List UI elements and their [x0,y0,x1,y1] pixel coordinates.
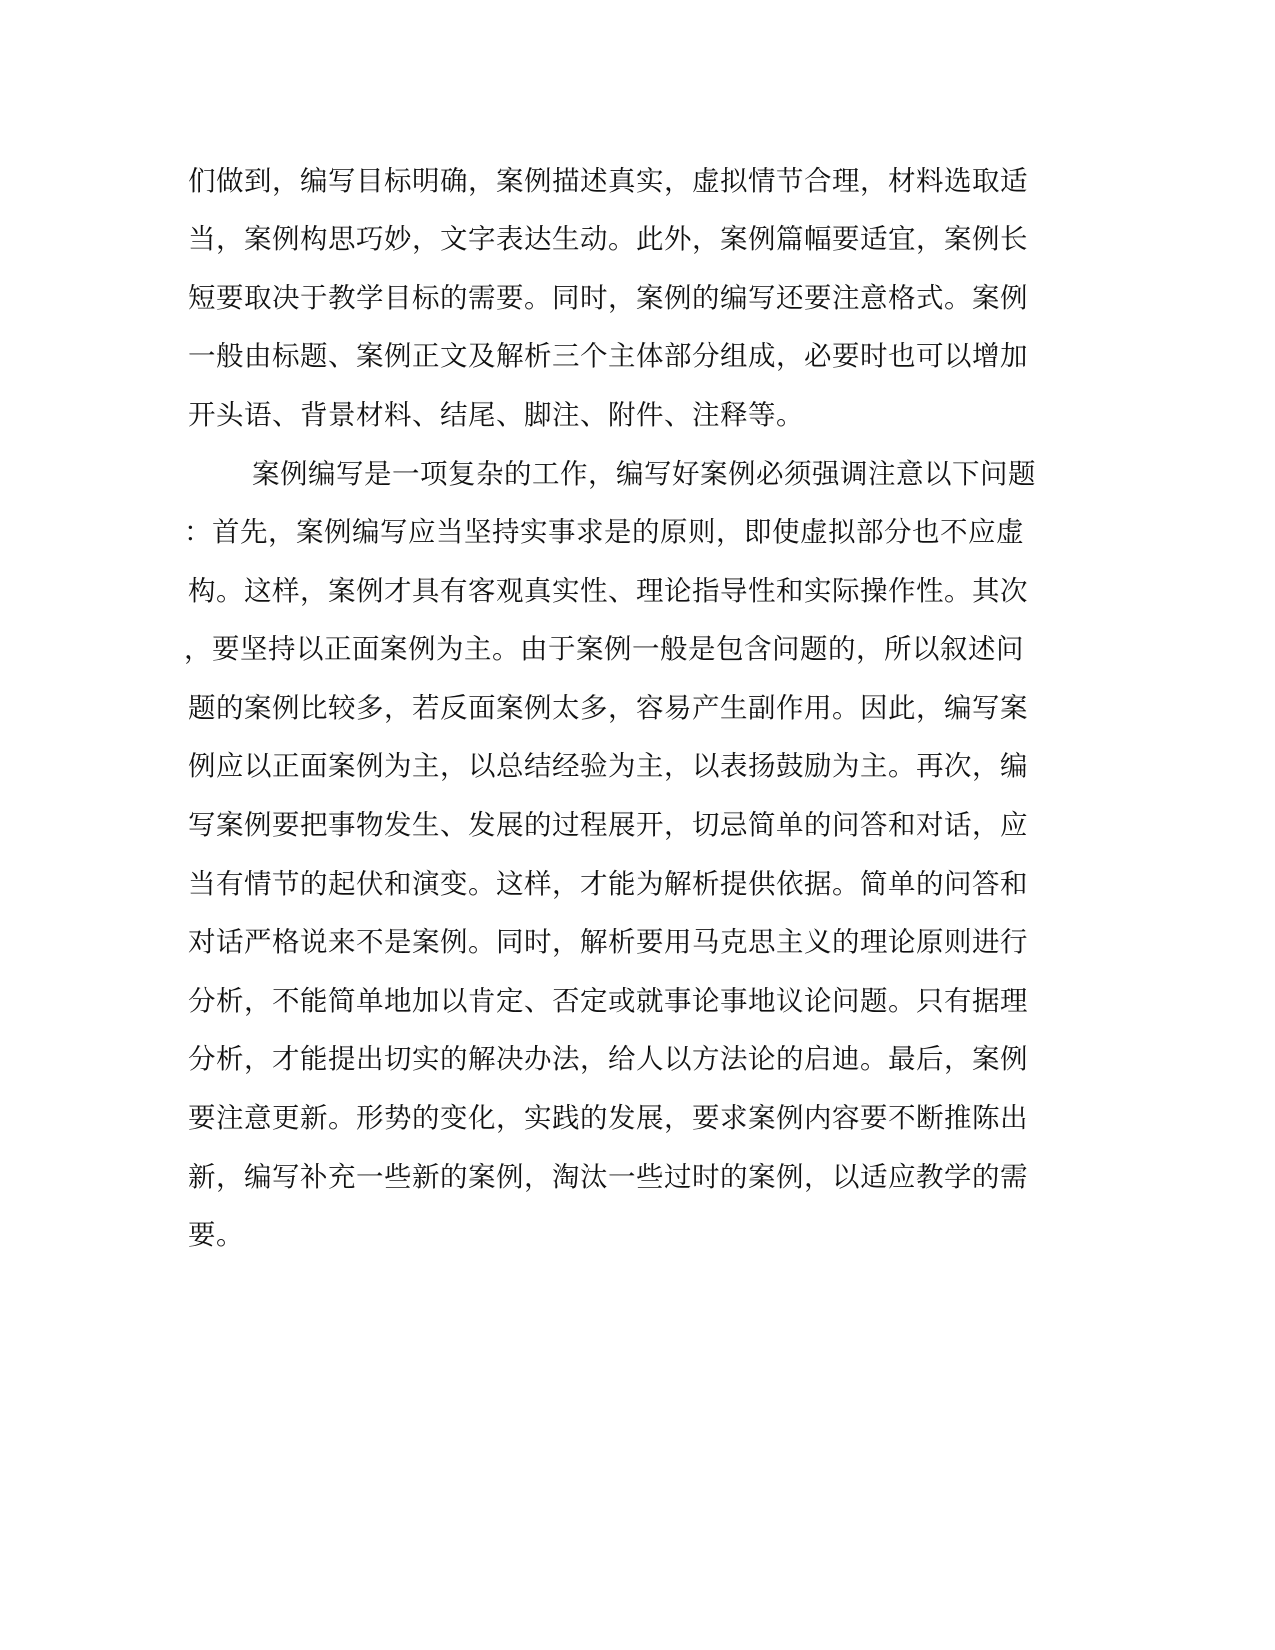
text-line: ，要坚持以正面案例为主。由于案例一般是包含问题的，所以叙述问 [184,633,1024,665]
text-line: 开头语、背景材料、结尾、脚注、附件、注释等。 [188,399,804,431]
text-line: 分析，不能简单地加以肯定、否定或就事论事地议论问题。只有据理 [188,985,1028,1017]
text-line: 当有情节的起伏和演变。这样，才能为解析提供依据。简单的问答和 [188,868,1028,900]
text-line: 要注意更新。形势的变化，实践的发展，要求案例内容要不断推陈出 [188,1102,1028,1134]
text-line: 短要取决于教学目标的需要。同时，案例的编写还要注意格式。案例 [188,282,1028,314]
text-line: 要。 [188,1219,244,1251]
text-line: 题的案例比较多，若反面案例太多，容易产生副作用。因此，编写案 [188,692,1028,724]
text-line: 当，案例构思巧妙，文字表达生动。此外，案例篇幅要适宜，案例长 [188,223,1028,255]
text-line: ：首先，案例编写应当坚持实事求是的原则，即使虚拟部分也不应虚 [184,516,1024,548]
text-line: 们做到，编写目标明确，案例描述真实，虚拟情节合理，材料选取适 [188,165,1028,197]
text-line: 例应以正面案例为主，以总结经验为主，以表扬鼓励为主。再次，编 [188,750,1028,782]
text-line: 一般由标题、案例正文及解析三个主体部分组成，必要时也可以增加 [188,340,1028,372]
text-line: 新，编写补充一些新的案例，淘汰一些过时的案例，以适应教学的需 [188,1161,1028,1193]
paragraph-first-line: 案例编写是一项复杂的工作，编写好案例必须强调注意以下问题 [252,458,1036,490]
text-line: 对话严格说来不是案例。同时，解析要用马克思主义的理论原则进行 [188,926,1028,958]
text-line: 写案例要把事物发生、发展的过程展开，切忌简单的问答和对话，应 [188,809,1028,841]
text-line: 构。这样，案例才具有客观真实性、理论指导性和实际操作性。其次 [188,575,1028,607]
text-line: 分析，才能提出切实的解决办法，给人以方法论的启迪。最后，案例 [188,1043,1028,1075]
